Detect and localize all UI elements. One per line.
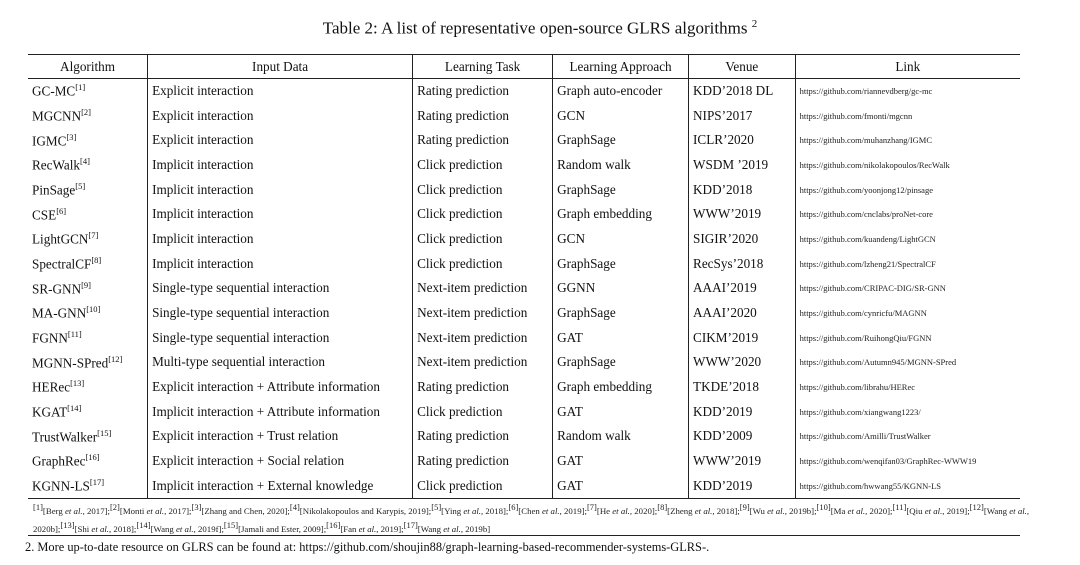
venue-cell: WSDM ’2019 xyxy=(689,153,796,178)
learning-approach-cell: GraphSage xyxy=(553,177,689,202)
citation-ref: [14] xyxy=(136,519,151,530)
input-data-cell: Implicit interaction xyxy=(148,202,413,227)
citation-text: [Chen xyxy=(518,505,542,516)
algorithm-cell xyxy=(28,474,148,499)
citation-text-end: , 2020]; xyxy=(629,505,658,516)
citation-ref: [6] xyxy=(508,502,519,512)
algorithm-name: FGNN xyxy=(32,330,68,346)
algorithm-cell xyxy=(28,276,148,301)
link-cell[interactable]: https://github.com/hwwang55/KGNN-LS xyxy=(795,474,1020,499)
citation-etal: et al. xyxy=(463,505,481,516)
table-row xyxy=(28,350,1020,375)
citation-etal: et al. xyxy=(924,505,943,516)
citation-text-end: , 2019b]; xyxy=(784,505,817,516)
reference-mark: [17] xyxy=(89,476,105,487)
algorithm-name: IGMC xyxy=(32,132,67,148)
algorithm-cell xyxy=(28,424,148,449)
input-data-cell: Implicit interaction + External knowledge xyxy=(148,474,413,499)
learning-task-cell: Click prediction xyxy=(413,177,553,202)
input-data-cell: Multi-type sequential interaction xyxy=(148,350,413,375)
algorithm-name: TrustWalker xyxy=(32,429,98,445)
reference-mark: [3] xyxy=(66,131,77,142)
algorithm-cell xyxy=(28,153,148,178)
algorithm-cell xyxy=(28,375,148,400)
algorithm-cell xyxy=(28,449,148,474)
citation-text: [Wu xyxy=(749,505,768,516)
citation-etal: et al. xyxy=(65,505,83,516)
venue-cell: KDD’2019 xyxy=(689,399,796,424)
table-row xyxy=(28,177,1020,202)
header-learning-task: Learning Task xyxy=(413,55,553,79)
citation-ref: [11] xyxy=(892,502,907,512)
citation-note xyxy=(403,519,491,534)
citation-text-end: , 2017]; xyxy=(82,505,110,516)
algorithm-cell xyxy=(28,79,148,104)
venue-cell: KDD’2019 xyxy=(689,474,796,499)
learning-task-cell: Rating prediction xyxy=(413,103,553,128)
table-row xyxy=(28,276,1020,301)
venue-cell: AAAI’2019 xyxy=(689,276,796,301)
algorithm-cell xyxy=(28,202,148,227)
citation-text-end: , 2019]; xyxy=(942,505,970,516)
venue-cell: RecSys’2018 xyxy=(689,251,796,276)
learning-task-cell: Click prediction xyxy=(413,251,553,276)
table-row xyxy=(28,103,1020,128)
citation-note xyxy=(191,502,290,516)
input-data-cell: Explicit interaction + Social relation xyxy=(148,449,413,474)
learning-approach-cell: Graph embedding xyxy=(553,375,689,400)
reference-mark: [9] xyxy=(81,279,92,290)
input-data-cell: Implicit interaction xyxy=(148,251,413,276)
citation-note xyxy=(586,502,658,516)
citation-etal: et al. xyxy=(694,505,713,516)
algorithm-name: MGNN-SPred xyxy=(32,355,109,371)
citation-ref: [4] xyxy=(289,502,300,512)
table-row xyxy=(28,153,1020,178)
link-cell[interactable]: https://github.com/kuandeng/LightGCN xyxy=(795,227,1020,252)
citation-note xyxy=(223,519,327,534)
reference-mark: [8] xyxy=(91,254,102,265)
learning-task-cell: Next-item prediction xyxy=(413,325,553,350)
input-data-cell: Single-type sequential interaction xyxy=(148,276,413,301)
algorithm-name: KGAT xyxy=(32,404,68,420)
caption-footnote-mark: 2 xyxy=(751,18,758,30)
citation-note xyxy=(431,502,509,516)
table-body xyxy=(28,79,1020,499)
citation-ref: [1] xyxy=(33,502,43,512)
link-cell[interactable]: https://github.com/RuihongQiu/FGNN xyxy=(795,325,1020,350)
learning-approach-cell: GAT xyxy=(553,474,689,499)
citation-text-end: , 2019]; xyxy=(376,523,404,534)
learning-approach-cell: GAT xyxy=(553,325,689,350)
citation-text: [Wang xyxy=(983,505,1010,516)
citation-etal: et al. xyxy=(358,523,377,534)
reference-mark: [11] xyxy=(67,329,82,340)
algorithm-name: SpectralCF xyxy=(32,256,92,272)
learning-approach-cell: GraphSage xyxy=(553,128,689,153)
learning-approach-cell: GAT xyxy=(553,449,689,474)
citation-text: [Shi xyxy=(74,523,92,534)
algorithm-name: MGCNN xyxy=(32,108,82,124)
algorithm-cell xyxy=(28,177,148,202)
citation-text-end: , 2019]; xyxy=(559,505,587,516)
algorithm-name: GC-MC xyxy=(32,83,76,99)
citation-ref: [2] xyxy=(109,502,120,512)
citation-ref: [3] xyxy=(191,502,202,512)
citation-text: [Zhang and Chen, 2020]; xyxy=(201,505,290,516)
reference-mark: [12] xyxy=(108,353,123,364)
algorithm-name: MA-GNN xyxy=(32,305,87,321)
link-cell[interactable]: https://github.com/wenqifan03/GraphRec-WWW19 xyxy=(795,449,1020,474)
citation-note xyxy=(109,502,192,516)
citation-note xyxy=(739,502,817,516)
citation-note xyxy=(508,502,587,516)
citation-note xyxy=(326,519,404,534)
caption-text: Table 2: A list of representative open-source GLRS algorithms xyxy=(322,18,752,38)
citation-etal: et al. xyxy=(443,523,461,534)
citation-etal: et al. xyxy=(91,523,110,534)
venue-cell: KDD’2018 DL xyxy=(689,79,796,104)
header-algorithm: Algorithm xyxy=(60,58,115,74)
citation-etal: et al. xyxy=(146,505,165,516)
citation-ref: [7] xyxy=(586,502,597,512)
citation-notes xyxy=(33,500,1033,536)
algorithm-name: GraphRec xyxy=(32,453,86,469)
citation-text: [Zheng xyxy=(667,505,695,516)
citation-note xyxy=(289,502,432,516)
algorithm-cell xyxy=(28,103,148,128)
input-data-cell: Implicit interaction xyxy=(148,153,413,178)
citation-text-end: , 2020]; xyxy=(865,505,893,516)
table-row xyxy=(28,301,1020,326)
citation-ref: [9] xyxy=(739,502,750,512)
algorithm-cell xyxy=(28,227,148,252)
algorithm-cell xyxy=(28,399,148,424)
table-row xyxy=(28,79,1020,104)
link-cell[interactable]: https://github.com/xiangwang1223/ xyxy=(795,399,1020,424)
citation-text: [Wang xyxy=(150,523,176,534)
citation-note xyxy=(60,519,137,534)
venue-cell: TKDE’2018 xyxy=(689,375,796,400)
table-row xyxy=(28,474,1020,499)
citation-text-end: , 2019b] xyxy=(460,523,491,534)
citation-etal: et al. xyxy=(176,523,194,534)
header-learning-approach: Learning Approach xyxy=(553,55,689,79)
citation-text: [Qiu xyxy=(906,505,925,516)
input-data-cell: Implicit interaction + Attribute information xyxy=(148,399,413,424)
input-data-cell: Explicit interaction + Attribute information xyxy=(148,375,413,400)
footnote-rule xyxy=(28,535,1020,536)
citation-ref: [10] xyxy=(816,502,831,512)
table-row xyxy=(28,251,1020,276)
table-row xyxy=(28,375,1020,400)
learning-task-cell: Click prediction xyxy=(413,399,553,424)
link-cell[interactable]: https://github.com/cnclabs/proNet-core xyxy=(795,202,1020,227)
algorithm-name: PinSage xyxy=(32,182,76,198)
citation-text: [Wang xyxy=(417,523,444,534)
learning-task-cell: Rating prediction xyxy=(413,424,553,449)
input-data-cell: Explicit interaction xyxy=(148,128,413,153)
link-cell[interactable]: https://github.com/cynricfu/MAGNN xyxy=(795,301,1020,326)
algorithm-name: KGNN-LS xyxy=(32,478,90,494)
learning-task-cell: Next-item prediction xyxy=(413,276,553,301)
link-cell[interactable]: https://github.com/muhanzhang/IGMC xyxy=(795,128,1020,153)
citation-etal: et al. xyxy=(767,505,785,516)
citation-ref: [16] xyxy=(326,519,341,530)
citation-text: [Jamali and Ester, 2009]; xyxy=(238,523,327,534)
citation-ref: [8] xyxy=(657,502,668,512)
input-data-cell: Explicit interaction + Trust relation xyxy=(148,424,413,449)
table-row xyxy=(28,325,1020,350)
header-link: Link xyxy=(795,55,1020,79)
link-cell[interactable]: https://github.com/nikolakopoulos/RecWalk xyxy=(795,153,1020,178)
table-row xyxy=(28,424,1020,449)
learning-task-cell: Click prediction xyxy=(413,474,553,499)
learning-approach-cell: Random walk xyxy=(553,153,689,178)
citation-note xyxy=(33,502,110,516)
learning-task-cell: Next-item prediction xyxy=(413,301,553,326)
citation-ref: [5] xyxy=(431,502,442,512)
reference-mark: [1] xyxy=(75,82,86,93)
learning-approach-cell: Graph embedding xyxy=(553,202,689,227)
input-data-cell: Implicit interaction xyxy=(148,177,413,202)
learning-approach-cell: GCN xyxy=(553,227,689,252)
citation-etal: et al. xyxy=(847,505,866,516)
algorithms-table xyxy=(28,54,1020,499)
learning-task-cell: Click prediction xyxy=(413,202,553,227)
learning-task-cell: Click prediction xyxy=(413,153,553,178)
reference-mark: [2] xyxy=(81,106,92,117)
algorithm-cell xyxy=(28,350,148,375)
citation-ref: [17] xyxy=(403,519,418,530)
footnote: 2. More up-to-date resource on GLRS can be found at: https://github.com/shoujin88/graph-learning-based-recommender-systems-GLRS-. xyxy=(25,540,710,554)
citation-text: [He xyxy=(596,505,613,516)
reference-mark: [14] xyxy=(67,403,82,414)
venue-cell: KDD’2018 xyxy=(689,177,796,202)
input-data-cell: Explicit interaction xyxy=(148,103,413,128)
link-cell[interactable]: https://github.com/lzheng21/SpectralCF xyxy=(795,251,1020,276)
header-input-data: Input Data xyxy=(148,55,413,79)
citation-ref: [13] xyxy=(60,519,75,530)
citation-etal: et al. xyxy=(612,505,630,516)
algorithm-cell xyxy=(28,325,148,350)
algorithm-name: CSE xyxy=(32,206,57,222)
algorithm-name: SR-GNN xyxy=(32,281,82,297)
citation-text: [Monti xyxy=(119,505,147,516)
reference-mark: [6] xyxy=(56,205,67,216)
reference-mark: [10] xyxy=(86,304,101,315)
venue-cell: ICLR’2020 xyxy=(689,128,796,153)
reference-mark: [7] xyxy=(88,230,99,241)
citation-note xyxy=(657,502,740,516)
learning-approach-cell: Random walk xyxy=(553,424,689,449)
learning-task-cell: Rating prediction xyxy=(413,79,553,104)
learning-task-cell: Rating prediction xyxy=(413,375,553,400)
learning-task-cell: Rating prediction xyxy=(413,128,553,153)
table-row xyxy=(28,202,1020,227)
algorithm-cell xyxy=(28,301,148,326)
citation-text-end: , 2018]; xyxy=(712,505,740,516)
table-row xyxy=(28,449,1020,474)
venue-cell: SIGIR’2020 xyxy=(689,227,796,252)
citation-text-end: , 2017]; xyxy=(164,505,192,516)
link-cell[interactable]: https://github.com/fmonti/mgcnn xyxy=(795,103,1020,128)
learning-approach-cell: GGNN xyxy=(553,276,689,301)
table-caption xyxy=(0,18,1080,39)
venue-cell: AAAI’2020 xyxy=(689,301,796,326)
venue-cell: KDD’2009 xyxy=(689,424,796,449)
reference-mark: [5] xyxy=(75,180,86,191)
citation-note xyxy=(892,502,970,516)
learning-approach-cell: GraphSage xyxy=(553,350,689,375)
algorithm-name: RecWalk xyxy=(32,157,81,173)
input-data-cell: Single-type sequential interaction xyxy=(148,301,413,326)
algorithm-cell xyxy=(28,128,148,153)
learning-approach-cell: GraphSage xyxy=(553,301,689,326)
venue-cell: CIKM’2019 xyxy=(689,325,796,350)
link-cell[interactable]: https://github.com/riannevdberg/gc-mc xyxy=(795,79,1020,104)
link-cell[interactable]: https://github.com/Amilli/TrustWalker xyxy=(795,424,1020,449)
learning-approach-cell: GCN xyxy=(553,103,689,128)
venue-cell: NIPS’2017 xyxy=(689,103,796,128)
reference-mark: [4] xyxy=(80,156,90,167)
citation-text: [Berg xyxy=(42,505,65,516)
learning-approach-cell: GraphSage xyxy=(553,251,689,276)
input-data-cell: Single-type sequential interaction xyxy=(148,325,413,350)
citation-etal: et al. xyxy=(542,505,560,516)
header-venue: Venue xyxy=(689,55,796,79)
reference-mark: [15] xyxy=(97,427,112,438)
link-cell[interactable]: https://github.com/yoonjong12/pinsage xyxy=(795,177,1020,202)
input-data-cell: Explicit interaction xyxy=(148,79,413,104)
algorithm-cell xyxy=(28,251,148,276)
algorithm-name: LightGCN xyxy=(32,231,89,247)
citation-ref: [12] xyxy=(969,502,984,512)
table-header-row xyxy=(28,55,1020,79)
link-cell[interactable]: https://github.com/librahu/HERec xyxy=(795,375,1020,400)
citation-text-end: , 2020b]; xyxy=(33,505,1030,534)
citation-ref: [15] xyxy=(223,519,239,530)
learning-task-cell: Click prediction xyxy=(413,227,553,252)
citation-text: [Ying xyxy=(441,505,464,516)
learning-task-cell: Next-item prediction xyxy=(413,350,553,375)
reference-mark: [13] xyxy=(70,378,85,389)
venue-cell: WWW’2019 xyxy=(689,449,796,474)
venue-cell: WWW’2019 xyxy=(689,202,796,227)
citation-text: [Fan xyxy=(340,523,359,534)
citation-text: [Ma xyxy=(830,505,848,516)
citation-etal: et al. xyxy=(1009,505,1027,516)
link-cell[interactable]: https://github.com/Autumn945/MGNN-SPred xyxy=(795,350,1020,375)
learning-approach-cell: GAT xyxy=(553,399,689,424)
table-row xyxy=(28,128,1020,153)
citation-note xyxy=(816,502,893,516)
citation-text: [Nikolakopoulos and Karypis, 2019]; xyxy=(299,505,432,516)
learning-approach-cell: Graph auto-encoder xyxy=(553,79,689,104)
reference-mark: [16] xyxy=(85,452,100,463)
algorithm-name: HERec xyxy=(32,379,71,395)
learning-task-cell: Rating prediction xyxy=(413,449,553,474)
citation-text-end: , 2018]; xyxy=(481,505,509,516)
citation-text-end: , 2018]; xyxy=(109,523,137,534)
table-row xyxy=(28,399,1020,424)
link-cell[interactable]: https://github.com/CRIPAC-DIG/SR-GNN xyxy=(795,276,1020,301)
input-data-cell: Implicit interaction xyxy=(148,227,413,252)
table-row xyxy=(28,227,1020,252)
citation-note xyxy=(136,519,224,534)
venue-cell: WWW’2020 xyxy=(689,350,796,375)
citation-text-end: , 2019f]; xyxy=(193,523,224,534)
